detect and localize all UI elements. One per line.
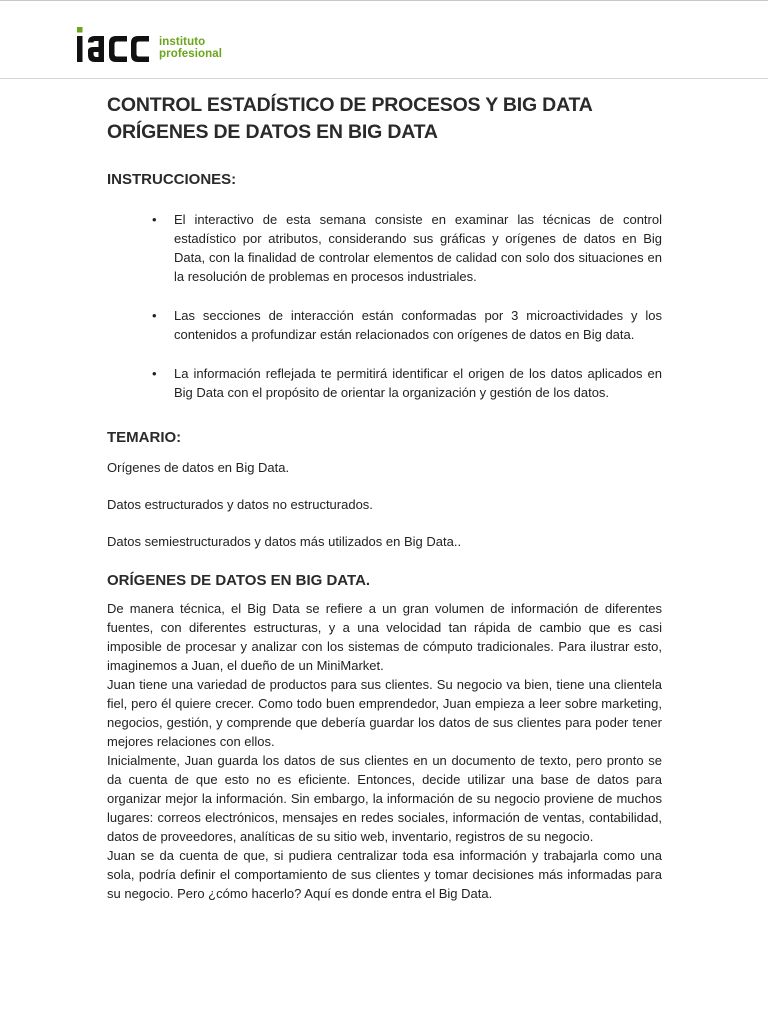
temario-list (107, 458, 662, 551)
origenes-heading: ORÍGENES DE DATOS EN BIG DATA. (107, 572, 371, 589)
page-title (107, 92, 662, 146)
instrucciones-item-text: La información reflejada te permitirá identificar el origen de los datos aplicados en Big Data con el propósito de orientar la organización y gestión de los datos. (174, 366, 662, 400)
temario-heading: TEMARIO: (107, 429, 182, 446)
bullet-icon: • (152, 212, 157, 227)
temario-item: Datos estructurados y datos no estructurados. (107, 497, 373, 512)
document-header (0, 0, 768, 79)
iacc-logo-mark (75, 27, 155, 63)
temario-item: Datos semiestructurados y datos más utilizados en Big Data.. (107, 534, 462, 549)
temario-item: Orígenes de datos en Big Data. (107, 460, 290, 475)
instrucciones-item (107, 306, 662, 344)
logo-line-profesional: profesional (159, 47, 223, 60)
instrucciones-item-text: Las secciones de interacción están conformadas por 3 microactividades y los contenidos a profundizar están relacionados con orígenes de datos en Big data. (174, 308, 662, 342)
title-line-1: CONTROL ESTADÍSTICO DE PROCESOS Y BIG DATA (107, 94, 593, 116)
instrucciones-item (107, 210, 662, 286)
body-paragraph: Inicialmente, Juan guarda los datos de sus clientes en un documento de texto, pero pronto se da cuenta de que esto no es eficiente. Entonces, decide utilizar una base de datos para organizar mejor la información. Sin embargo, la información de su negocio proviene de muchos lugares: correos electrónicos, mensajes en redes sociales, información de ventas, contabilidad, datos de proveedores, analíticas de su sitio web, inventario, registros de su negocio. (107, 753, 662, 844)
instrucciones-list (107, 210, 662, 402)
body-paragraph: Juan se da cuenta de que, si pudiera centralizar toda esa información y trabajarla como una sola, podría definir el comportamiento de sus clientes y tomar decisiones más informadas para su negocio. Pero ¿cómo hacerlo? Aquí es donde entra el Big Data. (107, 848, 662, 901)
document-body (107, 92, 662, 903)
origenes-body (107, 599, 662, 903)
iacc-logo (75, 27, 222, 63)
body-paragraph: De manera técnica, el Big Data se refiere a un gran volumen de información de diferentes fuentes, con diferentes estructuras, y a una velocidad tan rápida de cambio que es casi imposible de procesar y analizar con los sistemas de cómputo tradicionales. Para ilustrar esto, imaginemos a Juan, el dueño de un MiniMarket. (107, 601, 662, 673)
logo-line-instituto: instituto (159, 36, 206, 48)
instrucciones-heading: INSTRUCCIONES: (107, 171, 237, 188)
bullet-icon: • (152, 308, 157, 323)
bullet-icon: • (152, 366, 157, 381)
title-line-2: ORÍGENES DE DATOS EN BIG DATA (107, 121, 438, 143)
instrucciones-item (107, 364, 662, 402)
body-paragraph: Juan tiene una variedad de productos para sus clientes. Su negocio va bien, tiene una clientela fiel, pero él quiere crecer. Como todo buen emprendedor, Juan empieza a leer sobre marketing, negocios, gestión, y comprende que debería guardar los datos de sus clientes para poder tener mejores relaciones con ellos. (107, 677, 662, 749)
logo-wordmark (159, 37, 222, 60)
instrucciones-item-text: El interactivo de esta semana consiste en examinar las técnicas de control estadístico por atributos, considerando sus gráficas y orígenes de datos en Big Data, con la finalidad de controlar elementos de calidad con solo dos situaciones en la resolución de problemas en procesos industriales. (174, 212, 662, 284)
